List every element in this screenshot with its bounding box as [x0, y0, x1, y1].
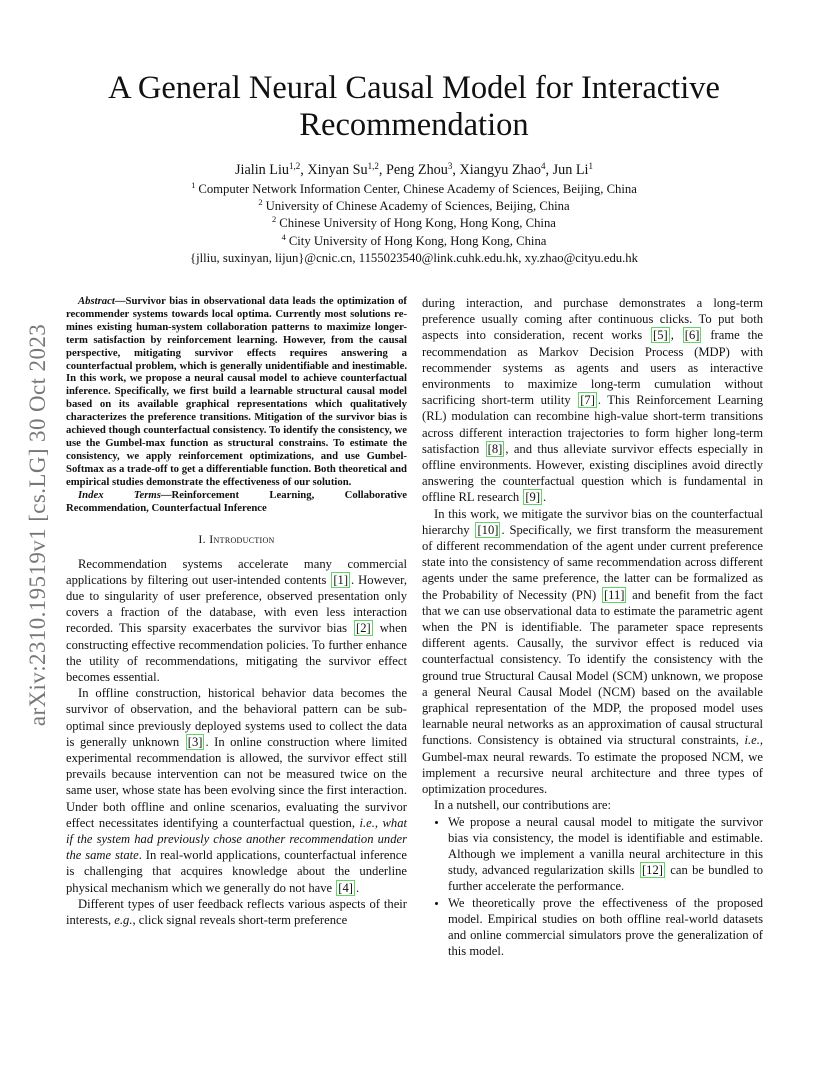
citation-link[interactable]: [12] — [641, 863, 663, 878]
contributions-list — [422, 814, 763, 960]
text-run: . Specifically, we first transform the measurement of different recommendation of the agent under current preference state into the consistency of same recommendation across different agents under the same preference, the latter can be formalized as the Probability of Necessity (PN) — [422, 522, 763, 602]
affiliation-mark: 4 — [281, 231, 286, 242]
affiliation-mark: 2 — [272, 214, 277, 225]
affiliations — [60, 181, 768, 267]
affiliation-line — [60, 215, 768, 232]
arxiv-identifier: arXiv:2310.19519v1 [cs.LG] 30 Oct 2023 — [25, 323, 50, 727]
italic-run: i.e., what if the system had previously chose another recommendation under the same state — [66, 815, 407, 863]
abstract-text: —Survivor bias in observational data leads the optimization of recommender systems towards local optima. Currently most solutions re-mines existing human-system collaboration patterns to maximize longer-term satisfaction by reinforcement learning. However, from the causal perspective, mitigating survivor effects requires answering a counterfactual problem, which is generally unidentifiable and inestimable. In this work, we propose a neural causal model to achieve counterfactual inference. Specifically, we first build a learnable structural causal model based on its available graphical representations which qualitatively characterizes the preference transitions. Mitigation of the survivor bias is achieved though counterfactual consistency. To identify the consistency, we use the Gumbel-max function as structural constrains. To estimate the consistency, we apply reinforcement optimizations, and use Gumbel-Softmax as a trade-off to get a differentiable function. Both theoretical and empirical studies demonstrate the effectiveness of our solution. — [66, 295, 407, 488]
text-run: Recommendation systems accelerate many commercial applications by filtering out user-intended contents — [66, 556, 407, 587]
abstract-paragraph — [66, 295, 407, 489]
text-run: can be bundled to further accelerate the performance. — [448, 863, 763, 894]
text-run: , — [670, 328, 682, 343]
italic-run: i.e., — [744, 733, 763, 748]
author-name: Jialin Liu — [235, 162, 289, 178]
affiliation-text: City University of Hong Kong, Hong Kong, China — [288, 233, 547, 248]
text-run: during interaction, and purchase demonstrates a long-term preference usually coming after continuous clicks. To put both aspects into consideration, recent works — [422, 296, 763, 343]
paper-title: A General Neural Causal Model for Interactive Recommendation — [108, 70, 720, 143]
author-name: Xinyan Su — [307, 162, 368, 178]
citation-link[interactable]: [7] — [580, 393, 595, 408]
body-paragraph — [66, 556, 407, 686]
author-affil-mark: 1,2 — [367, 161, 379, 171]
citation-link[interactable]: [6] — [684, 328, 700, 343]
text-run: Different types of user feedback reflects various aspects of their interests, — [66, 896, 407, 928]
text-run: . In real-world applications, counterfactual inference is challenging that acquires knowledge about the underline physical mechanism which we generally do not have — [66, 848, 407, 895]
body-paragraph — [422, 295, 763, 506]
affiliation-text: Computer Network Information Center, Chinese Academy of Sciences, Beijing, China — [198, 182, 637, 196]
citation-link[interactable]: [4] — [338, 880, 353, 895]
text-run: . In online construction where limited experimental recommendation is allowed, the survivor effect still prevails because intervention can not be measured twice on the same user, whose state has been evolving since the first interaction. Under both offline and online scenarios, evaluating the survivor effect necessitates identifying a counterfactual question, — [66, 734, 407, 830]
left-column — [66, 295, 407, 928]
text-run: . — [543, 490, 547, 505]
index-terms-label: Index Terms — [78, 488, 161, 501]
italic-run: e.g., — [114, 913, 136, 928]
text-run: . This Reinforcement Learning (RL) modulation can recombine high-value short-term transitions across different interaction trajectories to form higher long-term satisfaction — [422, 393, 763, 456]
citation-link[interactable]: [5] — [653, 328, 668, 343]
author-affil-mark: 1,2 — [289, 161, 301, 171]
author-affil-mark: 4 — [541, 161, 546, 171]
affiliation-mark: 1 — [191, 180, 196, 190]
list-item: • We theoretically prove the effectiveness of the proposed model. Empirical studies on both offline real-world datasets and online commercial simulators prove the generalization of this model. — [448, 895, 763, 960]
index-terms — [66, 489, 407, 515]
citation-link[interactable]: [9] — [525, 490, 541, 505]
text-run: , and thus alleviate survivor effects especially in offline environments. However, existing disciplines avoid directly answering the counterfactual question which is fundamental in offline RL research — [422, 441, 763, 505]
author-name: Peng Zhou — [385, 162, 448, 178]
citation-link[interactable]: [10] — [477, 522, 499, 537]
author-emails: {jlliu, suxinyan, lijun}@cnic.cn, 1155023540@link.cuhk.edu.hk, xy.zhao@cityu.edu.hk — [190, 250, 638, 265]
section-heading — [66, 531, 407, 547]
affiliation-mark: 2 — [258, 197, 263, 208]
text-run: In this work, we mitigate the survivor bias on the counterfactual hierarchy — [422, 506, 763, 537]
body-paragraph: In a nutshell, our contributions are: — [434, 798, 611, 813]
text-run: . — [355, 880, 360, 895]
text-run: In offline construction, historical behavior data becomes the survivor of observation, and the behavioral pattern can be sub-optimal since previously deployed systems used to collect the data is generally unknown — [66, 686, 407, 749]
section-title: Introduction — [209, 532, 275, 547]
author-affil-mark: 3 — [447, 161, 453, 171]
text-run: Gumbel-max neural rewards. To estimate the proposed NCM, we implement a recursive neural architecture and three types of optimization procedures. — [422, 749, 763, 797]
text-run: frame the recommendation as Markov Decision Process (MDP) with recommender systems as agents and users as interactive environments to maximize long-term cumulation without sacrificing short-term utility — [422, 328, 764, 408]
author-affil-mark: 1 — [588, 161, 593, 171]
affiliation-line — [60, 181, 768, 198]
affiliation-text: Chinese University of Hong Kong, Hong Kong, China — [279, 216, 556, 231]
author-list: Jialin Liu$^{1,2}$, Xinyan Su$^{1,2}$, Peng Zhou$^3$, Xiangyu Zhao$^4$, Jun Li$^1$ — [235, 161, 593, 178]
author-name: Jun Li — [552, 162, 589, 178]
citation-link[interactable]: [3] — [187, 734, 203, 749]
affiliation-line — [60, 198, 768, 215]
text-run: . However, due to singularity of user preference, observed presentation only covers a fraction of the database, with even less interaction recorded. This sparsity exacerbates the survivor bias — [66, 572, 407, 636]
citation-link[interactable]: [8] — [487, 441, 503, 456]
text-run: We propose a neural causal model to mitigate the survivor bias via consistency, the model is identifiable and estimable. Although we implement a vanilla neural architecture in this study, advanced regularization skills — [448, 814, 763, 878]
body-paragraph — [66, 896, 407, 928]
body-paragraph — [422, 506, 763, 798]
text-run: and benefit from the fact that we can use observational data to estimate the parametric agent when the PN is identifiable. The parameter space represents different agents. Causally, the survivor effect is reduced via counterfactual consistency. To identify the consistency with the ground true Structural Causal Model (SCM) unknown, we propose a general Neural Causal Model (NCM) based on the available graphical representation of the MDP, the proposed model uses learnable neural networks as an approximation of causal structural functions. Consistency is obtained via structural constraints, — [422, 587, 763, 748]
affiliation-text: University of Chinese Academy of Sciences, Beijing, China — [265, 199, 570, 214]
citation-link[interactable]: [1] — [333, 572, 349, 587]
section-number: I. — [198, 532, 206, 547]
right-column — [422, 295, 763, 959]
author-name: Xiangyu Zhao — [459, 162, 542, 178]
abstract — [66, 295, 407, 514]
citation-link[interactable]: [11] — [603, 587, 625, 602]
list-item — [448, 814, 763, 895]
abstract-label: Abstract — [78, 295, 115, 307]
citation-link[interactable]: [2] — [356, 621, 371, 636]
affiliation-line — [60, 233, 768, 250]
body-paragraph — [66, 685, 407, 896]
text-run: click signal reveals short-term preference — [135, 913, 348, 928]
text-run: when constructing effective recommendation policies. To further enhance the utility of recommendations, mitigating the survivor effect becomes essential. — [66, 621, 407, 685]
arxiv-side-stamp — [14, 290, 62, 760]
index-terms-text: —Reinforcement Learning, Collaborative Recommendation, Counterfactual Inference — [66, 488, 407, 514]
